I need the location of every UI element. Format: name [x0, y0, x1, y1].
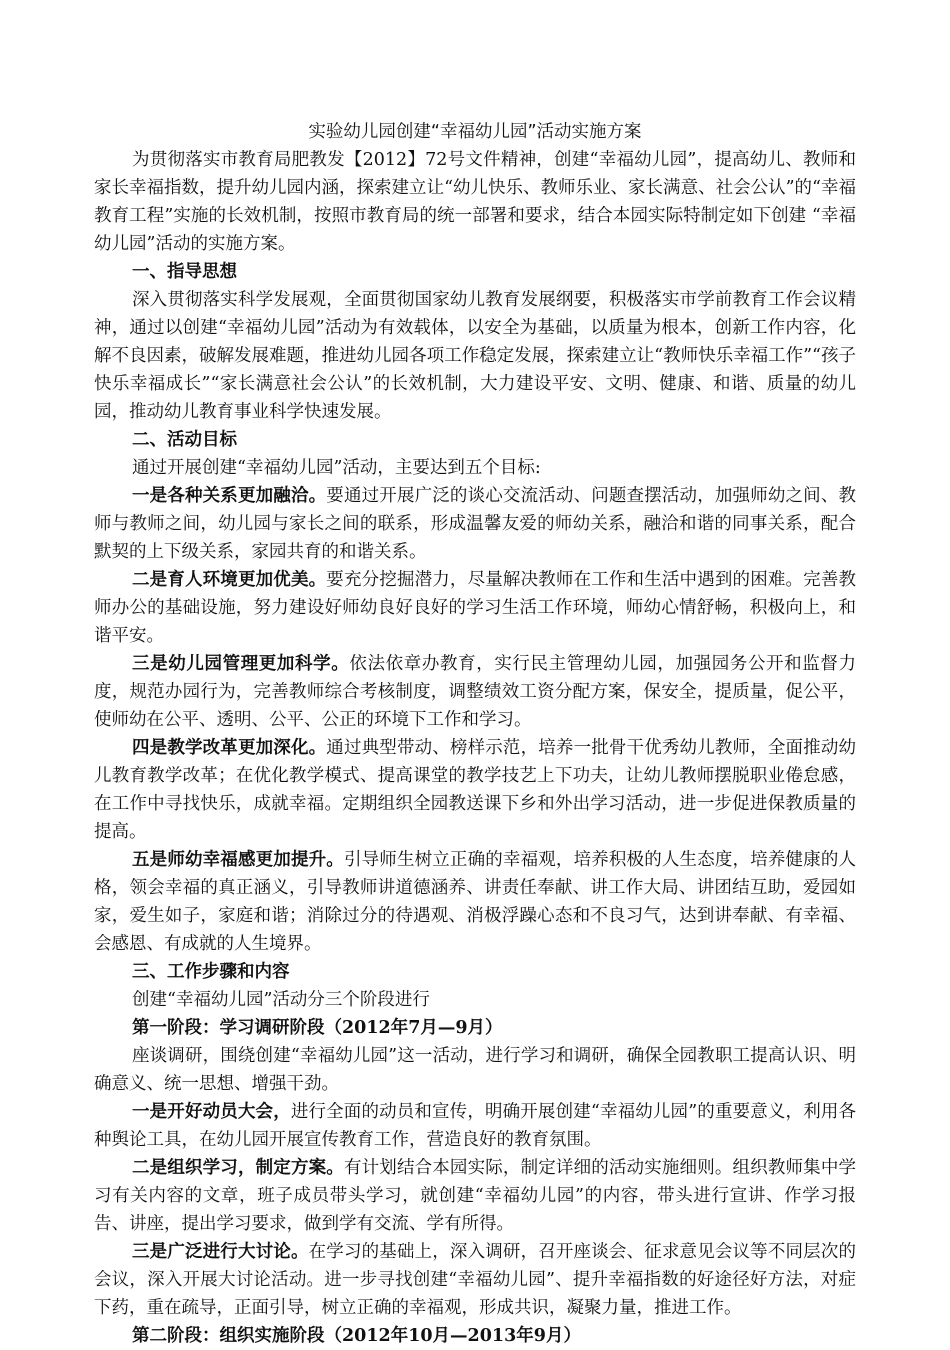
phase-heading	[94, 1322, 856, 1350]
document-body	[94, 118, 856, 1350]
paragraph-text: 创建“幸福幼儿园”活动分三个阶段进行	[132, 990, 430, 1010]
paragraph	[94, 566, 856, 650]
section-heading: 一、指导思想	[132, 262, 237, 282]
paragraph-text: 进行全面的动员和宣传，明确开展创建“幸福幼儿园”的重要意义，利用各种舆论工具，在幼儿园开展宣传教育工作，营造良好的教育氛围。	[94, 1102, 856, 1150]
paragraph-text: 要充分挖掘潜力，尽量解决教师在工作和生活中遇到的困难。完善教师办公的基础设施，努力建设好师幼良好良好的学习生活工作环境，师幼心情舒畅，积极向上，和谐平安。	[94, 570, 857, 646]
phase-heading	[94, 1014, 856, 1042]
paragraph	[94, 1042, 856, 1098]
paragraph-lead: 五是师幼幸福感更加提升。	[132, 850, 344, 870]
paragraph-text: 通过开展创建“幸福幼儿园”活动，主要达到五个目标:	[132, 458, 541, 478]
paragraph-text: 要通过开展广泛的谈心交流活动、问题查摆活动，加强师幼之间、教师与教师之间，幼儿园与家长之间的联系，形成温馨友爱的师幼关系，融洽和谐的同事关系，配合默契的上下级关系，家园共育的和谐关系。	[94, 486, 857, 562]
intro-paragraph: 为贯彻落实市教育局肥教发【2012】72号文件精神，创建“幸福幼儿园”，提高幼儿、教师和家长幸福指数，提升幼儿园内涵，探索建立让“幼儿快乐、教师乐业、家长满意、社会公认”的“幸福教育工程”实施的长效机制，按照市教育局的统一部署和要求，结合本园实际特制定如下创建 “幸福幼儿园”活动的实施方案。	[94, 150, 856, 254]
paragraph	[94, 1238, 856, 1322]
paragraph	[94, 1098, 856, 1154]
paragraph-lead: 第一阶段：学习调研阶段（2012年7月—9月）	[132, 1018, 503, 1038]
paragraph	[94, 1154, 856, 1238]
paragraph-lead: 三是广泛进行大讨论。	[132, 1242, 309, 1262]
paragraph-lead: 一是开好动员大会，	[132, 1102, 291, 1122]
paragraph-text: 深入贯彻落实科学发展观，全面贯彻国家幼儿教育发展纲要，积极落实市学前教育工作会议精神，通过以创建“幸福幼儿园”活动为有效载体，以安全为基础，以质量为根本，创新工作内容，化解不良因素，破解发展难题，推进幼儿园各项工作稳定发展，探索建立让“教师快乐幸福工作”“孩子快乐幸福成长”“家长满意社会公认”的长效机制，大力建设平安、文明、健康、和谐、质量的幼儿园，推动幼儿教育事业科学快速发展。	[94, 290, 856, 422]
paragraph	[94, 482, 856, 566]
paragraph-lead: 四是教学改革更加深化。	[132, 738, 327, 758]
paragraph-text: 有计划结合本园实际，制定详细的活动实施细则。组织教师集中学习有关内容的文章，班子成员带头学习，就创建“幸福幼儿园”的内容，带头进行宣讲、作学习报告、讲座，提出学习要求，做到学有交流、学有所得。	[94, 1158, 857, 1234]
paragraph-text: 依法依章办教育，实行民主管理幼儿园，加强园务公开和监督力度，规范办园行为，完善教师综合考核制度，调整绩效工资分配方案，保安全，提质量，促公平，使师幼在公平、透明、公平、公正的环境下工作和学习。	[94, 654, 857, 730]
paragraph-lead: 二是组织学习，制定方案。	[132, 1158, 344, 1178]
paragraph-lead: 第二阶段：组织实施阶段（2012年10月—2013年9月）	[132, 1326, 581, 1346]
document-title: 实验幼儿园创建“幸福幼儿园”活动实施方案	[308, 122, 642, 142]
section-heading: 三、工作步骤和内容	[132, 962, 290, 982]
paragraph-lead: 二是育人环境更加优美。	[132, 570, 327, 590]
paragraph-lead: 三是幼儿园管理更加科学。	[132, 654, 350, 674]
paragraph-text: 座谈调研，围绕创建“幸福幼儿园”这一活动，进行学习和调研，确保全园教职工提高认识、明确意义、统一思想、增强干劲。	[94, 1046, 856, 1094]
paragraph	[94, 650, 856, 734]
paragraph	[94, 846, 856, 958]
paragraph	[94, 286, 856, 426]
paragraph	[94, 986, 856, 1014]
paragraph-lead: 一是各种关系更加融洽。	[132, 486, 327, 506]
paragraph	[94, 734, 856, 846]
paragraph-text: 通过典型带动、榜样示范，培养一批骨干优秀幼儿教师，全面推动幼儿教育教学改革；在优化教学模式、提高课堂的教学技艺上下功夫，让幼儿教师摆脱职业倦怠感，在工作中寻找快乐，成就幸福。定期组织全园教送课下乡和外出学习活动，进一步促进保教质量的提高。	[94, 738, 857, 842]
paragraph-text: 引导师生树立正确的幸福观，培养积极的人生态度，培养健康的人格，领会幸福的真正涵义，引导教师讲道德涵养、讲责任奉献、讲工作大局、讲团结互助，爱园如家，爱生如子，家庭和谐；消除过分的待遇观、消极浮躁心态和不良习气，达到讲奉献、有幸福、会感恩、有成就的人生境界。	[94, 850, 857, 954]
paragraph	[94, 454, 856, 482]
paragraph-text: 在学习的基础上，深入调研，召开座谈会、征求意见会议等不同层次的会议，深入开展大讨论活动。进一步寻找创建“幸福幼儿园”、提升幸福指数的好途径好方法，对症下药，重在疏导，正面引导，树立正确的幸福观，形成共识，凝聚力量，推进工作。	[94, 1242, 856, 1318]
section-heading: 二、活动目标	[132, 430, 237, 450]
